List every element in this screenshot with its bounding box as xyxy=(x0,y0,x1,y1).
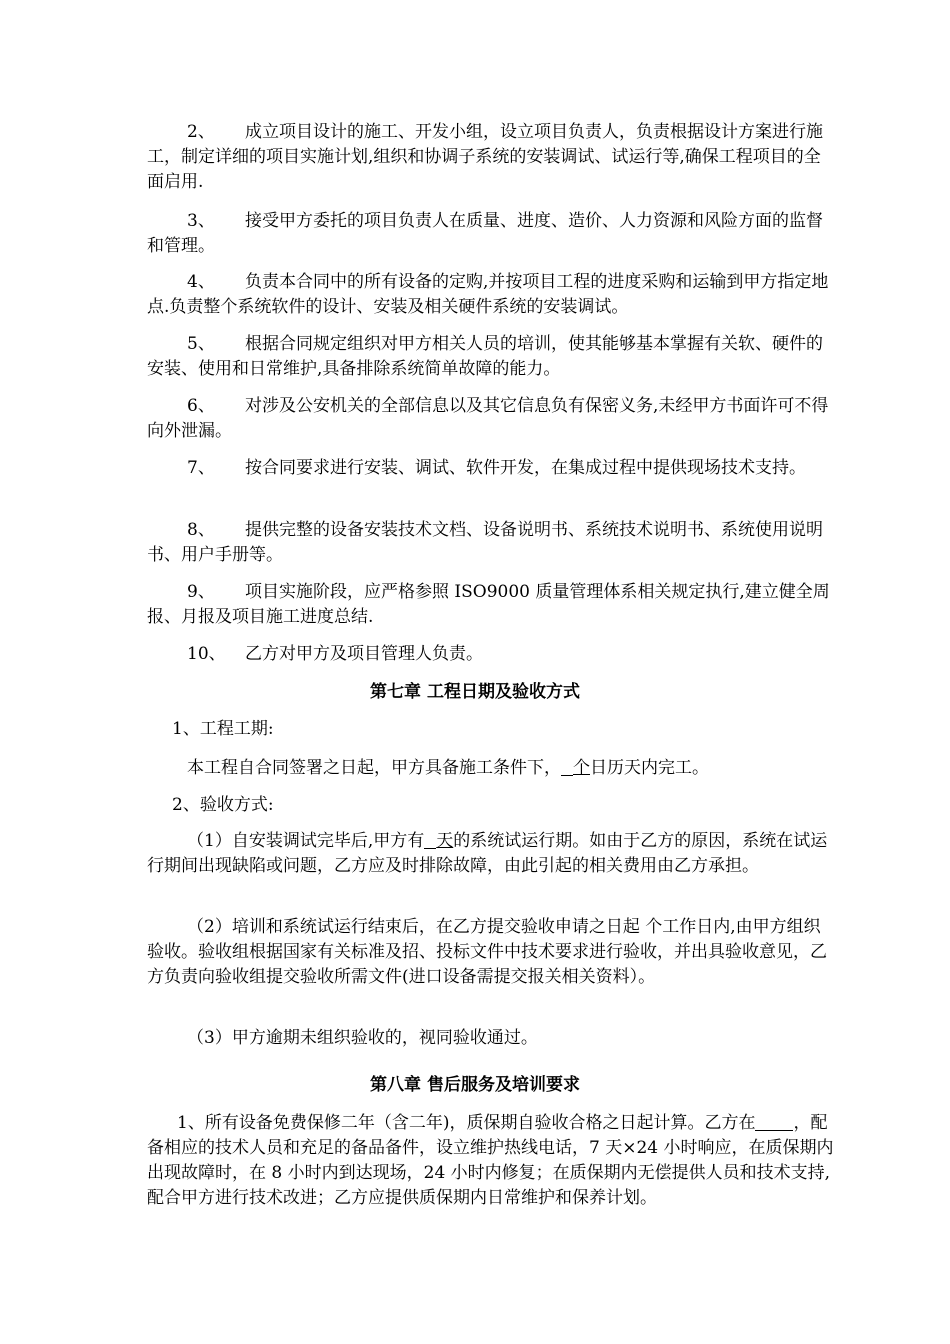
list-item xyxy=(147,642,837,667)
period-heading: 1、工程工期: xyxy=(172,719,274,739)
blank-field xyxy=(755,1112,793,1131)
item-text: 项目实施阶段，应严格参照 ISO9000 质量管理体系相关规定执行,建立健全周报、月报及项目施工进度总结. xyxy=(147,582,830,627)
item-number: 10、 xyxy=(187,644,226,664)
item-text: 成立项目设计的施工、开发小组，设立项目负责人，负责根据设计方案进行施工，制定详细的项目实施计划,组织和协调子系统的安装调试、试运行等,确保工程项目的全面启用. xyxy=(147,122,823,192)
underlined-text: 个 xyxy=(573,758,590,778)
item-number: 6、 xyxy=(187,396,215,416)
item-number: 7、 xyxy=(187,458,215,478)
acceptance-para-2: （2）培训和系统试运行结束后，在乙方提交验收申请之日起 个工作日内,由甲方组织验收。验收组根据国家有关标准及招、投标文件中技术要求进行验收，并出具验收意见，乙方负责向验收组提交验收所需文件(进口设备需提交报关相关资料）。 xyxy=(147,917,827,987)
item-text: 负责本合同中的所有设备的定购,并按项目工程的进度采购和运输到甲方指定地点.负责整个系统软件的设计、安装及相关硬件系统的安装调试。 xyxy=(147,272,829,317)
item-text: 乙方对甲方及项目管理人负责。 xyxy=(245,644,483,664)
list-item xyxy=(147,209,837,259)
item-number: 5、 xyxy=(187,334,215,354)
chapter-8-title: 第八章 售后服务及培训要求 xyxy=(370,1075,580,1095)
list-item xyxy=(147,120,837,195)
item-text: 按合同要求进行安装、调试、软件开发，在集成过程中提供现场技术支持。 xyxy=(245,458,806,478)
item-number: 4、 xyxy=(187,272,215,292)
list-item xyxy=(147,518,837,568)
list-item xyxy=(147,270,837,320)
list-item xyxy=(147,332,837,382)
acceptance-para-3: （3）甲方逾期未组织验收的，视同验收通过。 xyxy=(187,1028,538,1048)
blank-field xyxy=(561,757,573,776)
item-text: 根据合同规定组织对甲方相关人员的培训，使其能够基本掌握有关软、硬件的安装、使用和日常维护,具备排除系统简单故障的能力。 xyxy=(147,334,823,379)
item-text: 对涉及公安机关的全部信息以及其它信息负有保密义务,未经甲方书面许可不得向外泄漏。 xyxy=(147,396,829,441)
item-number: 2、 xyxy=(187,122,215,142)
item-number: 9、 xyxy=(187,582,215,602)
service-para-1: 1、所有设备免费保修二年（含二年)，质保期自验收合格之日起计算。乙方在 ，配备相应的技术人员和充足的备品备件，设立维护热线电话，7 天×24 小时响应，在质保期内出现故障时，在 8 小时内到达现场，24 小时内修复；在质保期内无偿提供人员和技术支持,配合甲方进行技术改进；乙方应提供质保期内日常维护和保养计划。 xyxy=(147,1113,834,1208)
acceptance-para-1: （1）自安装调试完毕后,甲方有 天的系统试运行期。如由于乙方的原因，系统在试运行期间出现缺陷或问题，乙方应及时排除故障，由此引起的相关费用由乙方承担。 xyxy=(147,831,828,876)
period-text: 本工程自合同签署之日起，甲方具备施工条件下， 个日历天内完工。 xyxy=(187,758,709,778)
list-item xyxy=(147,456,837,481)
item-number: 8、 xyxy=(187,520,215,540)
list-item xyxy=(147,394,837,444)
item-number: 3、 xyxy=(187,211,215,231)
blank-field xyxy=(424,830,436,849)
item-text: 提供完整的设备安装技术文档、设备说明书、系统技术说明书、系统使用说明书、用户手册等。 xyxy=(147,520,823,565)
underlined-text: 天 xyxy=(436,831,454,851)
item-text: 接受甲方委托的项目负责人在质量、进度、造价、人力资源和风险方面的监督和管理。 xyxy=(147,211,823,256)
chapter-7-title: 第七章 工程日期及验收方式 xyxy=(370,682,580,702)
list-item xyxy=(147,580,837,630)
acceptance-heading: 2、验收方式: xyxy=(172,795,274,815)
